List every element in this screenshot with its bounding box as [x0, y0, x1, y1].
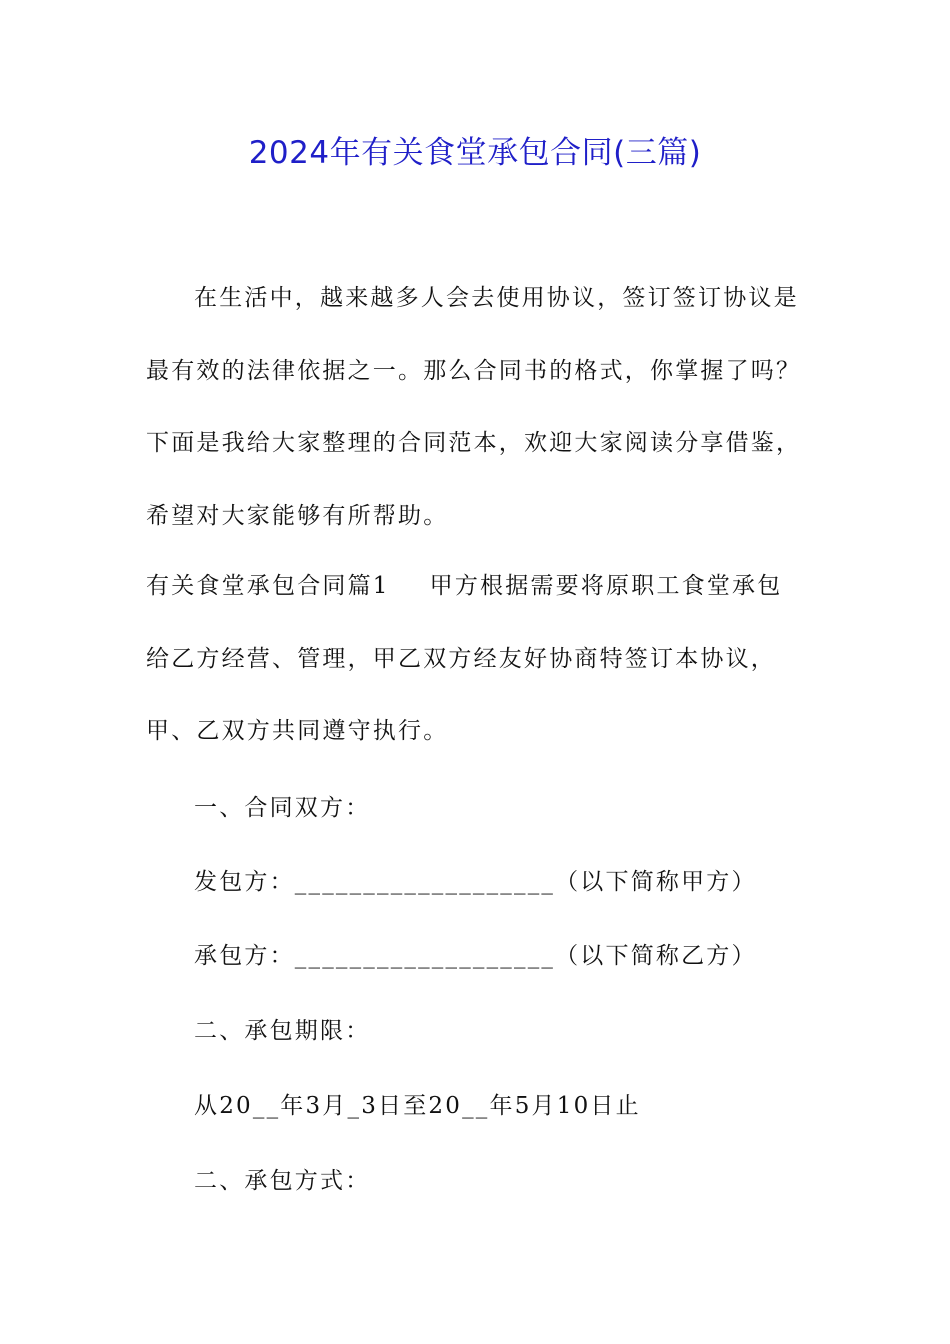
- clause-parties-heading: 一、合同双方：: [194, 795, 371, 821]
- section1-heading: 有关食堂承包合同篇1: [146, 573, 390, 599]
- document-title: 2024年有关食堂承包合同(三篇): [248, 135, 702, 171]
- section1-body: 甲方根据需要将原职工食堂承包给乙方经营、管理，甲乙双方经友好协商特签订本协议，甲、乙双方共同遵守执行。: [146, 573, 783, 744]
- intro-paragraph: 在生活中，越来越多人会去使用协议，签订签订协议是最有效的法律依据之一。那么合同书的格式，你掌握了吗？下面是我给大家整理的合同范本，欢迎大家阅读分享借鉴，希望对大家能够有所帮助。: [146, 285, 802, 529]
- section1-paragraph: [146, 550, 806, 768]
- clause-method-heading: 二、承包方式：: [194, 1168, 371, 1194]
- party-b-line: 承包方：___________________（以下简称乙方）: [194, 943, 757, 969]
- party-a-line: 发包方：___________________（以下简称甲方）: [194, 869, 757, 895]
- term-dates-line: 从20__年3月_3日至20__年5月10日止: [194, 1093, 641, 1119]
- clause-term-heading: 二、承包期限：: [194, 1018, 371, 1044]
